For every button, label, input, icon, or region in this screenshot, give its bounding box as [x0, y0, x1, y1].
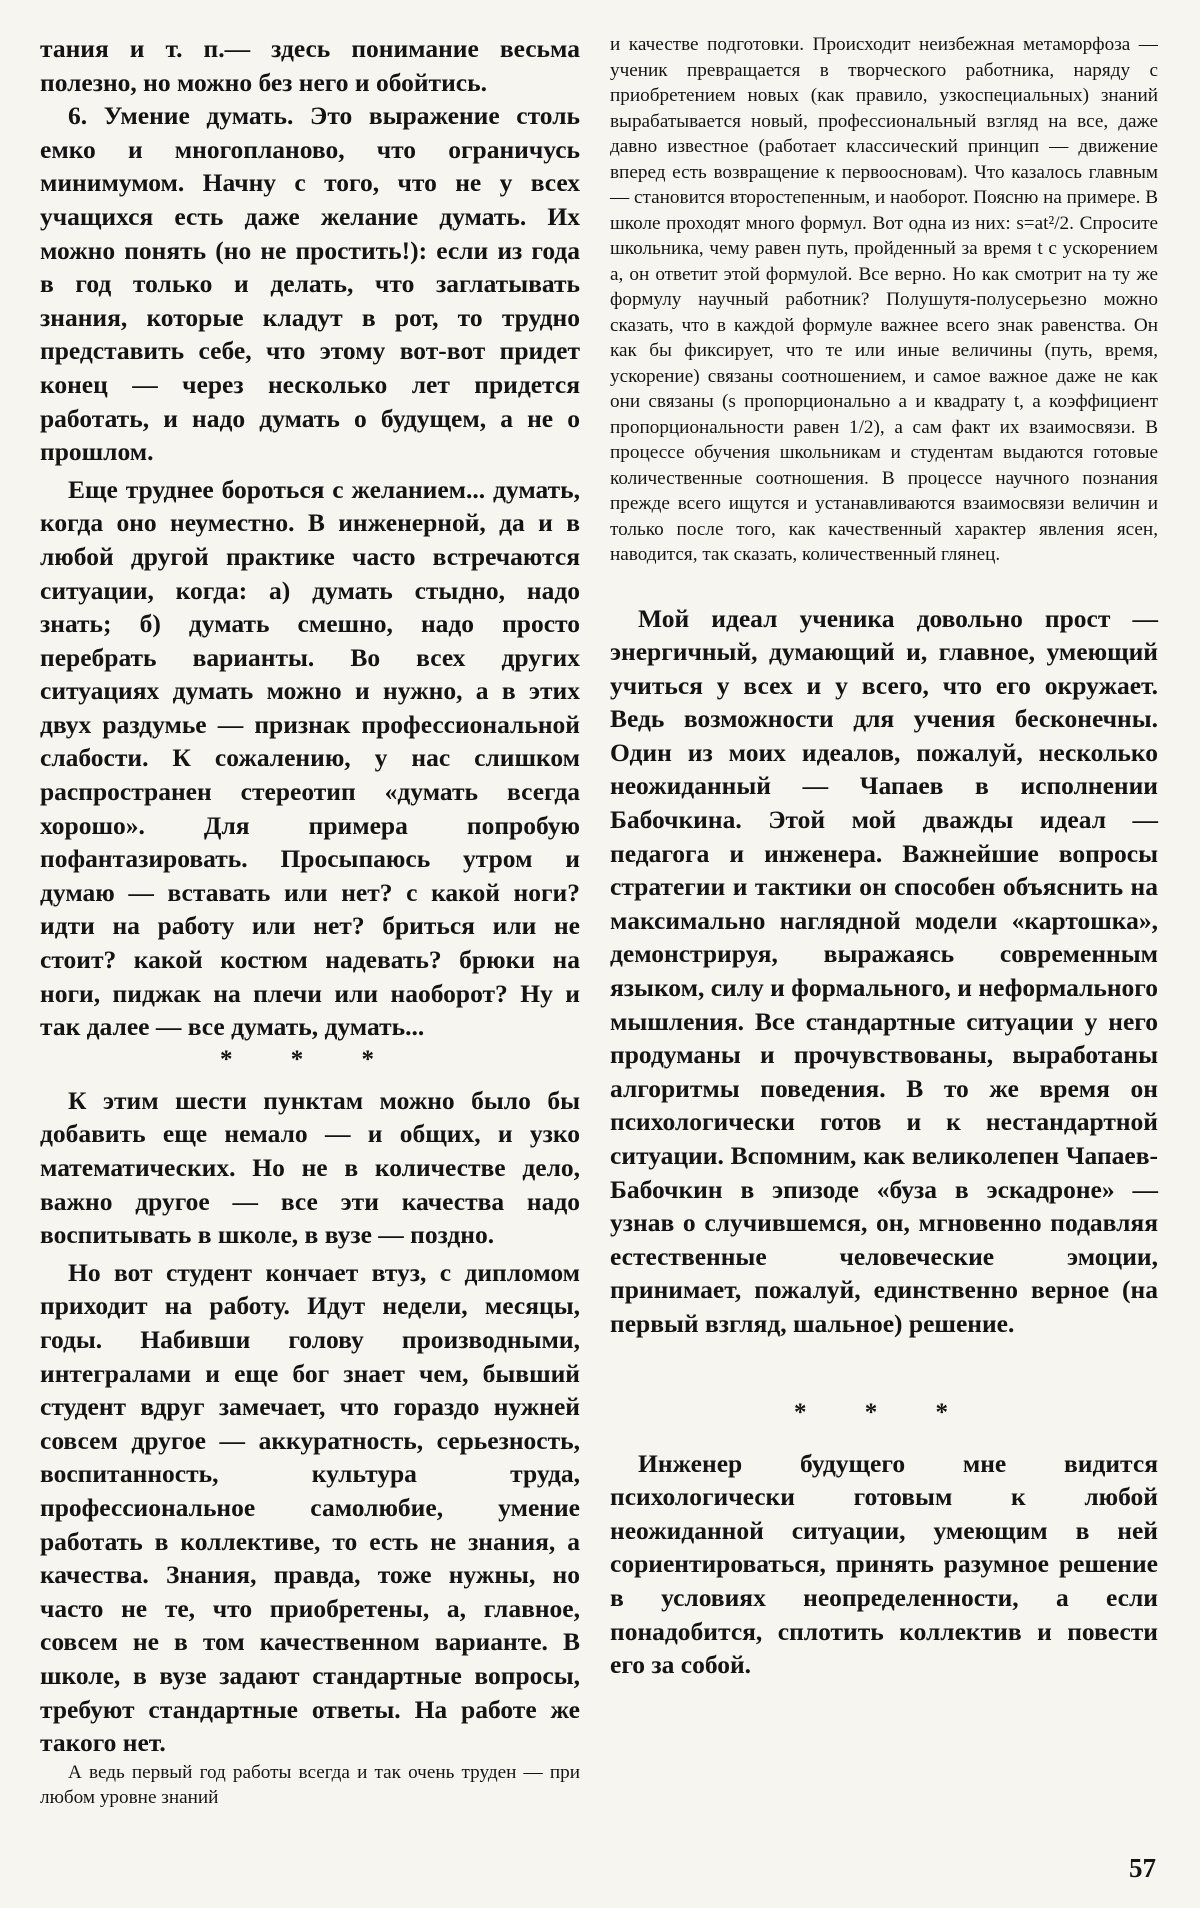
- left-paragraph-1: тания и т. п.— здесь понимание весьма полезно, но можно без него и обойтись.: [40, 34, 580, 97]
- right-large-text-block: [610, 602, 1158, 1682]
- right-small-text-block: [610, 32, 1158, 568]
- left-paragraph-3: Еще труднее бороться с желанием... думать, когда оно неуместно. В инженерной, да и в любой другой практике часто встречаются ситуации, когда: а) думать стыдно, надо знать; б) думать смешно, надо просто перебрать варианты. Во всех других ситуациях думать можно и нужно, а в этих двух раздумье — признак профессиональной слабости. К сожалению, у нас слишком распространен стереотип «думать всегда хорошо». Для примера попробую пофантазировать. Просыпаюсь утром и думаю — вставать или нет? с какой ноги? идти на работу или нет? бриться или не стоит? какой костюм надевать? брюки на ноги, пиджак на плечи или наоборот? Ну и так далее — все думать, думать...: [40, 474, 580, 1042]
- left-paragraph-2: [40, 99, 580, 469]
- left-paragraph-4: К этим шести пунктам можно было бы добавить еще немало — и общих, и узко математических. Но не в количестве дело, важно другое — все эти качества надо воспитывать в школе, в вузе — поздно.: [40, 1085, 580, 1250]
- right-paragraph-3: Инженер будущего мне видится психологически готовым к любой неожиданной ситуации, умеющим в ней сориентироваться, принять разумное решение в условиях неопределенности, а если понадобится, сплотить коллектив и повести его за собой.: [610, 1448, 1158, 1680]
- left-small-text-block: [40, 1760, 580, 1811]
- section-separator-right: * * *: [794, 1398, 974, 1426]
- section-separator-left: * * *: [220, 1045, 400, 1073]
- left-paragraph-2-text: Это выражение столь емко и многопланово, что ограничусь минимумом. Начну с того, что не у всех учащихся есть даже желание думать. Их можно понять (но не простить!): если из года в год только и делать, что заглатывать знания, которые кладут в рот, то трудно представить себе, что этому вот-вот придет конец — через несколько лет придется работать, и надо думать о будущем, а не о прошлом.: [40, 101, 581, 467]
- right-column: [610, 32, 1158, 1682]
- section-heading-6: 6. Умение думать.: [68, 101, 294, 131]
- page-number: 57: [1129, 1853, 1156, 1883]
- left-paragraph-6: А ведь первый год работы всегда и так очень труден — при любом уровне знаний: [40, 1761, 580, 1809]
- right-paragraph-2: Мой идеал ученика довольно прост — энергичный, думающий и, главное, умеющий учиться у всех и у всего, что его окружает. Ведь возможности для учения бесконечны. Один из моих идеалов, пожалуй, несколько неожиданный — Чапаев в исполнении Бабочкина. Этой мой дважды идеал — педагога и инженера. Важнейшие вопросы стратегии и тактики он способен объяснить на максимально наглядной модели «картошка», демонстрируя, выражаясь современным языком, силу и формального, и неформального мышления. Все стандартные ситуации у него продуманы и прочувствованы, выработаны алгоритмы поведения. В то же время он психологически готов и к нестандартной ситуации. Вспомним, как великолепен Чапаев-Бабочкин в эпизоде «буза в эскадроне» — узнав о случившемся, он, мгновенно подавляя естественные человеческие эмоции, принимает, пожалуй, единственно верное (на первый взгляд, шальное) решение.: [610, 603, 1158, 1338]
- left-column: [40, 32, 580, 1811]
- right-paragraph-1: и качестве подготовки. Происходит неизбежная метаморфоза — ученик превращается в творческого работника, наряду с приобретением новых (как правило, узкоспециальных) знаний вырабатывается новый, профессиональный взгляд на все, даже давно известное (работает классический принцип — движение вперед есть возвращение к первоосновам). Что казалось главным — становится второстепенным, и наоборот. Поясню на примере. В школе проходят много формул. Вот одна из них: s=at²/2. Спросите школьника, чему равен путь, пройденный за время t с ускорением a, он ответит этой формулой. Все верно. Но как смотрит на ту же формулу научный работник? Полушутя-полусерьезно можно сказать, что в каждой формуле важнее всего знак равенства. Он как бы фиксирует, что те или иные величины (путь, время, ускорение) связаны соотношением, и самое важное даже не как они связаны (s пропорционально a и квадрату t, а коэффициент пропорциональности равен 1/2), а сам факт их взаимосвязи. В процессе обучения школьникам и студентам выдаются готовые количественные соотношения. В процессе научного познания прежде всего ищутся и устанавливаются взаимосвязи величин и только после того, как качественный характер явления ясен, наводится, так сказать, количественный глянец.: [610, 34, 1158, 565]
- left-paragraph-5: Но вот студент кончает втуз, с дипломом приходит на работу. Идут недели, месяцы, годы. Набивши голову производными, интегралами и еще бог знает чем, бывший студент вдруг замечает, что гораздо нужней совсем другое — аккуратность, серьезность, воспитанность, культура труда, профессиональное самолюбие, умение работать в коллективе, то есть не знания, а качества. Знания, правда, тоже нужны, но часто не те, что приобретены, а, главное, совсем не в том качественном варианте. В школе, в вузе задают стандартные вопросы, требуют стандартные ответы. На работе же такого нет.: [40, 1257, 580, 1758]
